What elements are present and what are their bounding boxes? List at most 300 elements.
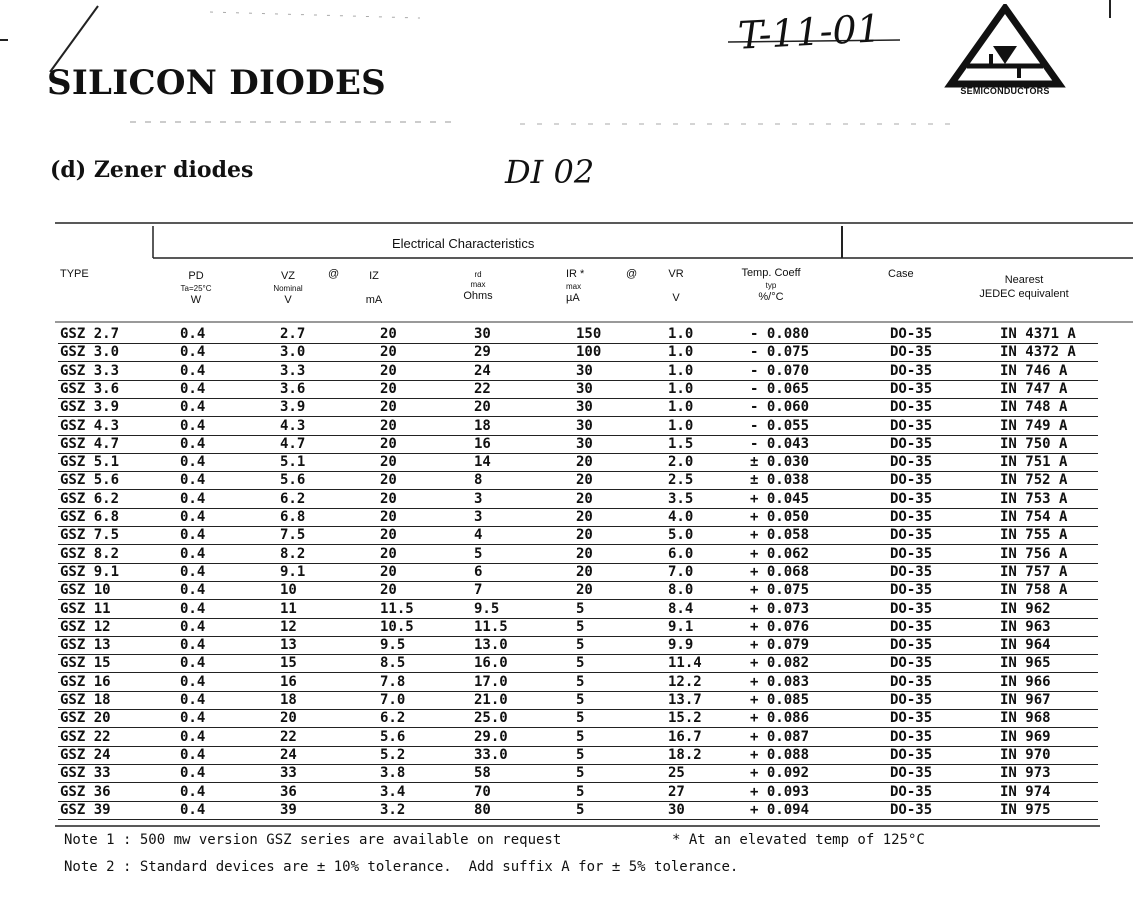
cell-vr: 4.0: [668, 509, 694, 525]
cell-tc: + 0.087: [750, 728, 810, 745]
cell-rd: 58: [474, 765, 491, 782]
cell-pd: 0.4: [180, 582, 206, 599]
cell-ir: 5: [576, 746, 585, 763]
table-row: [58, 654, 1098, 673]
table-row: [58, 471, 1098, 490]
cell-rd: 3: [474, 490, 483, 507]
cell-pd: 0.4: [180, 344, 206, 361]
cell-iz: 20: [380, 399, 397, 416]
cell-case: DO-35: [890, 344, 933, 361]
cell-vz: 4.7: [280, 435, 306, 452]
cell-tc: + 0.079: [750, 637, 810, 654]
cell-ir: 20: [576, 527, 593, 544]
cell-case: DO-35: [890, 435, 933, 452]
cell-rd: 70: [474, 783, 491, 800]
cell-tc: + 0.076: [750, 618, 810, 635]
cell-iz: 10.5: [380, 618, 414, 635]
cell-rd: 17.0: [474, 673, 508, 690]
cell-pd: 0.4: [180, 618, 206, 635]
cell-rd: 3: [474, 509, 483, 525]
cell-case: DO-35: [890, 399, 933, 416]
cell-case: DO-35: [890, 618, 933, 635]
cell-type: GSZ 11: [60, 600, 111, 617]
cell-eq: IN 753 A: [1000, 490, 1068, 507]
cell-iz: 20: [380, 417, 397, 434]
cell-eq: IN 749 A: [1000, 417, 1068, 434]
header-vz-label: VZ: [280, 270, 296, 282]
cell-tc: - 0.080: [750, 326, 810, 342]
cell-iz: 3.8: [380, 765, 406, 782]
cell-tc: + 0.092: [750, 765, 810, 782]
cell-vr: 1.0: [668, 417, 694, 434]
cell-rd: 5: [474, 545, 483, 562]
cell-tc: + 0.086: [750, 710, 810, 727]
cell-iz: 20: [380, 563, 397, 580]
cell-rd: 16: [474, 435, 491, 452]
table-row: [58, 581, 1098, 600]
cell-vz: 33: [280, 765, 297, 782]
header-rd-label: rd: [474, 270, 482, 279]
cell-rd: 30: [474, 326, 491, 342]
cell-type: GSZ 10: [60, 582, 111, 599]
header-rd-sub: max: [470, 280, 486, 289]
cell-ir: 5: [576, 692, 585, 708]
cell-case: DO-35: [890, 527, 933, 544]
cell-rd: 80: [474, 801, 491, 818]
cell-type: GSZ 22: [60, 728, 111, 745]
cell-vr: 9.1: [668, 618, 694, 635]
cell-eq: IN 755 A: [1000, 527, 1068, 544]
header-temp-coeff: [728, 267, 814, 305]
table-row: [58, 325, 1098, 344]
cell-tc: + 0.050: [750, 509, 810, 525]
cell-iz: 20: [380, 527, 397, 544]
cell-pd: 0.4: [180, 692, 206, 708]
cell-iz: 20: [380, 582, 397, 599]
table-row: [58, 453, 1098, 472]
cell-eq: IN 962: [1000, 600, 1051, 617]
cell-eq: IN 4372 A: [1000, 344, 1076, 361]
header-vz: [266, 270, 310, 308]
cell-vz: 39: [280, 801, 297, 818]
cell-case: DO-35: [890, 417, 933, 434]
cell-tc: - 0.070: [750, 362, 810, 379]
cell-eq: IN 756 A: [1000, 545, 1068, 562]
cell-pd: 0.4: [180, 417, 206, 434]
cell-eq: IN 963: [1000, 618, 1051, 635]
cell-case: DO-35: [890, 563, 933, 580]
cell-rd: 16.0: [474, 655, 508, 672]
cell-case: DO-35: [890, 673, 933, 690]
cell-case: DO-35: [890, 509, 933, 525]
note-1: Note 1 : 500 mw version GSZ series are available on request: [64, 832, 562, 848]
cell-eq: IN 750 A: [1000, 435, 1068, 452]
table-row: [58, 709, 1098, 728]
cell-rd: 24: [474, 362, 491, 379]
cell-case: DO-35: [890, 454, 933, 471]
cell-vr: 9.9: [668, 637, 694, 654]
cell-type: GSZ 24: [60, 746, 111, 763]
cell-case: DO-35: [890, 380, 933, 397]
cell-vz: 6.2: [280, 490, 306, 507]
cell-iz: 5.2: [380, 746, 406, 763]
cell-type: GSZ 6.8: [60, 509, 120, 525]
cell-rd: 14: [474, 454, 491, 471]
cell-type: GSZ 15: [60, 655, 111, 672]
cell-iz: 9.5: [380, 637, 406, 654]
cell-vz: 6.8: [280, 509, 306, 525]
cell-vz: 3.9: [280, 399, 306, 416]
cell-eq: IN 965: [1000, 655, 1051, 672]
table-row: [58, 801, 1098, 820]
cell-ir: 20: [576, 545, 593, 562]
cell-pd: 0.4: [180, 710, 206, 727]
cell-iz: 20: [380, 380, 397, 397]
cell-ir: 20: [576, 472, 593, 489]
cell-iz: 20: [380, 326, 397, 342]
cell-ir: 5: [576, 655, 585, 672]
cell-vz: 7.5: [280, 527, 306, 544]
table-row: [58, 417, 1098, 436]
cell-vz: 22: [280, 728, 297, 745]
cell-vr: 30: [668, 801, 685, 818]
table-row: [58, 362, 1098, 381]
cell-type: GSZ 2.7: [60, 326, 120, 342]
cell-eq: IN 746 A: [1000, 362, 1068, 379]
cell-vr: 1.0: [668, 326, 694, 342]
cell-pd: 0.4: [180, 527, 206, 544]
cell-vz: 8.2: [280, 545, 306, 562]
cell-eq: IN 757 A: [1000, 563, 1068, 580]
header-vr-unit: V: [672, 291, 680, 304]
header-ir-label: IR *: [566, 268, 585, 280]
cell-vr: 1.0: [668, 380, 694, 397]
cell-pd: 0.4: [180, 435, 206, 452]
cell-vz: 3.0: [280, 344, 306, 361]
cell-vz: 13: [280, 637, 297, 654]
cell-ir: 30: [576, 435, 593, 452]
cell-vr: 13.7: [668, 692, 702, 708]
cell-type: GSZ 9.1: [60, 563, 120, 580]
page-title: SILICON DIODES: [47, 63, 387, 103]
cell-iz: 7.0: [380, 692, 406, 708]
cell-eq: IN 747 A: [1000, 380, 1068, 397]
cell-tc: + 0.058: [750, 527, 810, 544]
cell-tc: + 0.075: [750, 582, 810, 599]
cell-type: GSZ 39: [60, 801, 111, 818]
cell-eq: IN 968: [1000, 710, 1051, 727]
cell-ir: 20: [576, 490, 593, 507]
cell-type: GSZ 36: [60, 783, 111, 800]
cell-eq: IN 966: [1000, 673, 1051, 690]
cell-tc: + 0.045: [750, 490, 810, 507]
cell-case: DO-35: [890, 600, 933, 617]
cell-vr: 3.5: [668, 490, 694, 507]
header-at-2: @: [626, 268, 638, 280]
cell-vr: 25: [668, 765, 685, 782]
logo-label: SEMICONDUCTORS: [960, 86, 1050, 96]
header-ir: [566, 268, 610, 306]
table-row: [58, 746, 1098, 765]
cell-tc: - 0.065: [750, 380, 810, 397]
header-vz-sub: Nominal: [273, 283, 303, 293]
header-rd-unit: Ohms: [463, 290, 493, 302]
cell-iz: 20: [380, 454, 397, 471]
cell-eq: IN 752 A: [1000, 472, 1068, 489]
cell-eq: IN 967: [1000, 692, 1051, 708]
cell-ir: 20: [576, 582, 593, 599]
cell-case: DO-35: [890, 637, 933, 654]
cell-vr: 5.0: [668, 527, 694, 544]
cell-type: GSZ 3.6: [60, 380, 120, 397]
cell-case: DO-35: [890, 765, 933, 782]
note-2: Note 2 : Standard devices are ± 10% tolerance. Add suffix A for ± 5% tolerance.: [64, 859, 739, 875]
cell-vz: 5.1: [280, 454, 306, 471]
cell-type: GSZ 6.2: [60, 490, 120, 507]
header-vr-label: VR: [668, 268, 684, 280]
cell-vz: 3.3: [280, 362, 306, 379]
cell-ir: 30: [576, 380, 593, 397]
cell-ir: 5: [576, 801, 585, 818]
cell-type: GSZ 5.1: [60, 454, 120, 471]
cell-iz: 20: [380, 435, 397, 452]
cell-eq: IN 964: [1000, 637, 1051, 654]
cell-type: GSZ 13: [60, 637, 111, 654]
table-row: [58, 764, 1098, 783]
cell-vz: 12: [280, 618, 297, 635]
cell-ir: 5: [576, 618, 585, 635]
cell-ir: 5: [576, 637, 585, 654]
cell-case: DO-35: [890, 582, 933, 599]
cell-ir: 5: [576, 710, 585, 727]
cell-tc: - 0.043: [750, 435, 810, 452]
cell-pd: 0.4: [180, 801, 206, 818]
cell-pd: 0.4: [180, 746, 206, 763]
cell-tc: + 0.068: [750, 563, 810, 580]
cell-tc: ± 0.030: [750, 454, 810, 471]
cell-pd: 0.4: [180, 673, 206, 690]
cell-type: GSZ 3.3: [60, 362, 120, 379]
cell-pd: 0.4: [180, 563, 206, 580]
cell-case: DO-35: [890, 490, 933, 507]
cell-case: DO-35: [890, 783, 933, 800]
table-row: [58, 526, 1098, 545]
cell-type: GSZ 16: [60, 673, 111, 690]
cell-vz: 2.7: [280, 326, 306, 342]
cell-eq: IN 973: [1000, 765, 1051, 782]
cell-pd: 0.4: [180, 783, 206, 800]
cell-type: GSZ 7.5: [60, 527, 120, 544]
header-tc-sub: typ: [765, 280, 777, 290]
header-pd-label: PD: [188, 270, 204, 282]
cell-iz: 11.5: [380, 600, 414, 617]
cell-eq: IN 974: [1000, 783, 1051, 800]
cell-ir: 5: [576, 783, 585, 800]
cell-vr: 15.2: [668, 710, 702, 727]
cell-eq: IN 751 A: [1000, 454, 1068, 471]
cell-vr: 16.7: [668, 728, 702, 745]
cell-case: DO-35: [890, 746, 933, 763]
header-iz: [358, 270, 390, 308]
cell-vz: 10: [280, 582, 297, 599]
table-row: [58, 636, 1098, 655]
cell-ir: 150: [576, 326, 602, 342]
cell-ir: 30: [576, 417, 593, 434]
table-row: [58, 728, 1098, 747]
table-row: [58, 545, 1098, 564]
cell-pd: 0.4: [180, 509, 206, 525]
cell-rd: 13.0: [474, 637, 508, 654]
cell-vr: 1.5: [668, 435, 694, 452]
cell-pd: 0.4: [180, 454, 206, 471]
cell-vr: 1.0: [668, 362, 694, 379]
cell-ir: 30: [576, 362, 593, 379]
cell-vz: 5.6: [280, 472, 306, 489]
table-row: [58, 380, 1098, 399]
cell-iz: 20: [380, 545, 397, 562]
cell-rd: 9.5: [474, 600, 500, 617]
table-row: [58, 398, 1098, 417]
header-pd: [166, 270, 226, 308]
cell-ir: 20: [576, 454, 593, 471]
table-row: [58, 600, 1098, 619]
header-ir-unit: µA: [566, 291, 580, 304]
cell-case: DO-35: [890, 692, 933, 708]
cell-eq: IN 748 A: [1000, 399, 1068, 416]
cell-vr: 7.0: [668, 563, 694, 580]
cell-case: DO-35: [890, 545, 933, 562]
cell-case: DO-35: [890, 655, 933, 672]
header-type: TYPE: [60, 268, 89, 280]
table-row: [58, 618, 1098, 637]
cell-vz: 36: [280, 783, 297, 800]
cell-tc: + 0.088: [750, 746, 810, 763]
cell-type: GSZ 33: [60, 765, 111, 782]
cell-rd: 33.0: [474, 746, 508, 763]
table-row: [58, 435, 1098, 454]
header-nearest: [968, 274, 1080, 302]
cell-tc: + 0.073: [750, 600, 810, 617]
cell-vr: 12.2: [668, 673, 702, 690]
cell-vz: 9.1: [280, 563, 306, 580]
cell-tc: + 0.093: [750, 783, 810, 800]
cell-tc: + 0.082: [750, 655, 810, 672]
cell-ir: 5: [576, 600, 585, 617]
cell-ir: 30: [576, 399, 593, 416]
cell-rd: 29: [474, 344, 491, 361]
handwritten-reference: DI 02: [505, 153, 595, 191]
cell-type: GSZ 4.7: [60, 435, 120, 452]
header-vr: [664, 268, 688, 306]
handwritten-code: T-11-01: [736, 6, 882, 58]
cell-vr: 8.4: [668, 600, 694, 617]
table-row: [58, 783, 1098, 802]
cell-type: GSZ 3.0: [60, 344, 120, 361]
cell-rd: 11.5: [474, 618, 508, 635]
cell-vr: 11.4: [668, 655, 702, 672]
cell-pd: 0.4: [180, 637, 206, 654]
header-ir-sub: max: [566, 281, 582, 291]
cell-rd: 6: [474, 563, 483, 580]
cell-vr: 8.0: [668, 582, 694, 599]
cell-tc: - 0.075: [750, 344, 810, 361]
cell-tc: - 0.060: [750, 399, 810, 416]
cell-iz: 3.2: [380, 801, 406, 818]
header-vz-unit: V: [284, 293, 292, 306]
cell-vr: 2.0: [668, 454, 694, 471]
cell-vz: 3.6: [280, 380, 306, 397]
cell-vz: 20: [280, 710, 297, 727]
cell-ir: 20: [576, 563, 593, 580]
table-row: [58, 563, 1098, 582]
cell-pd: 0.4: [180, 545, 206, 562]
cell-tc: + 0.083: [750, 673, 810, 690]
cell-vz: 16: [280, 673, 297, 690]
header-pd-unit: W: [190, 293, 202, 306]
header-nearest-label: Nearest: [1004, 274, 1044, 286]
cell-case: DO-35: [890, 362, 933, 379]
cell-vz: 4.3: [280, 417, 306, 434]
cell-iz: 7.8: [380, 673, 406, 690]
cell-rd: 20: [474, 399, 491, 416]
cell-rd: 4: [474, 527, 483, 544]
cell-eq: IN 975: [1000, 801, 1051, 818]
cell-eq: IN 970: [1000, 746, 1051, 763]
cell-case: DO-35: [890, 472, 933, 489]
cell-type: GSZ 5.6: [60, 472, 120, 489]
header-rd: [452, 270, 504, 304]
cell-ir: 100: [576, 344, 602, 361]
cell-type: GSZ 20: [60, 710, 111, 727]
cell-vr: 18.2: [668, 746, 702, 763]
group-header: Electrical Characteristics: [392, 236, 535, 251]
cell-rd: 22: [474, 380, 491, 397]
table-row: [58, 691, 1098, 710]
cell-tc: + 0.094: [750, 801, 810, 818]
cell-rd: 18: [474, 417, 491, 434]
cell-eq: IN 758 A: [1000, 582, 1068, 599]
cell-eq: IN 969: [1000, 728, 1051, 745]
cell-pd: 0.4: [180, 399, 206, 416]
cell-iz: 8.5: [380, 655, 406, 672]
cell-tc: + 0.062: [750, 545, 810, 562]
cell-vz: 18: [280, 692, 297, 708]
cell-type: GSZ 18: [60, 692, 111, 708]
cell-type: GSZ 4.3: [60, 417, 120, 434]
table-row: [58, 508, 1098, 527]
cell-iz: 20: [380, 509, 397, 525]
cell-ir: 20: [576, 509, 593, 525]
cell-ir: 5: [576, 728, 585, 745]
table-row: [58, 673, 1098, 692]
cell-iz: 20: [380, 344, 397, 361]
cell-iz: 20: [380, 472, 397, 489]
cell-pd: 0.4: [180, 380, 206, 397]
cell-tc: + 0.085: [750, 692, 810, 708]
header-iz-label: IZ: [369, 270, 379, 282]
cell-eq: IN 4371 A: [1000, 326, 1076, 342]
cell-iz: 5.6: [380, 728, 406, 745]
cell-iz: 3.4: [380, 783, 406, 800]
table-row: [58, 343, 1098, 362]
cell-case: DO-35: [890, 710, 933, 727]
cell-tc: - 0.055: [750, 417, 810, 434]
cell-ir: 5: [576, 673, 585, 690]
header-jedec-label: JEDEC equivalent: [979, 287, 1069, 300]
cell-pd: 0.4: [180, 472, 206, 489]
cell-ir: 5: [576, 765, 585, 782]
cell-vr: 1.0: [668, 399, 694, 416]
